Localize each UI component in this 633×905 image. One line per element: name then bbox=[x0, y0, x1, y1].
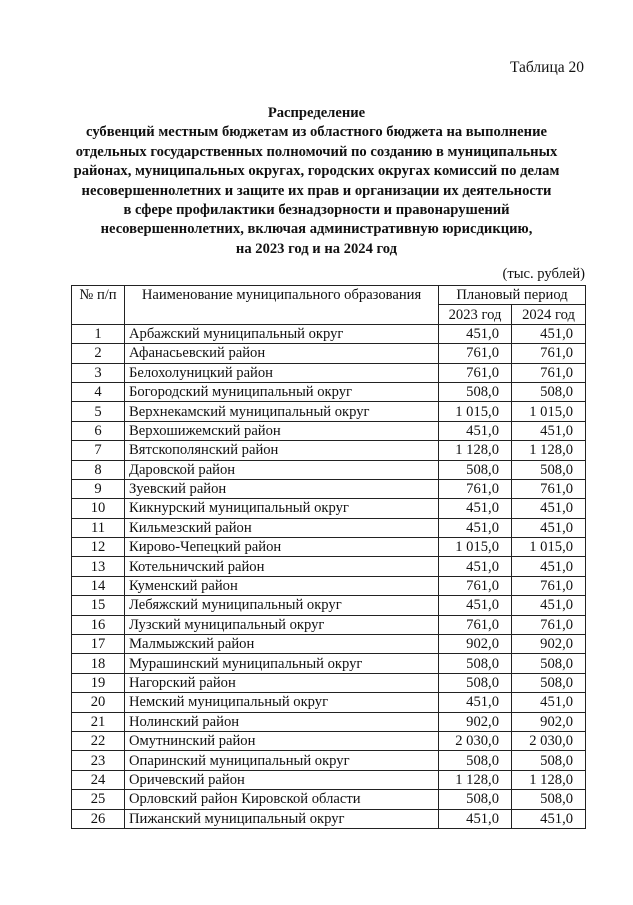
units-note: (тыс. рублей) bbox=[502, 266, 585, 282]
value-2023: 761,0 bbox=[439, 344, 512, 363]
value-2023: 508,0 bbox=[439, 382, 512, 401]
municipality-name: Оричевский район bbox=[125, 770, 439, 789]
municipality-name: Немский муниципальный округ bbox=[125, 693, 439, 712]
heading-line: несовершеннолетних, включая административную юрисдикцию, bbox=[100, 221, 533, 238]
municipality-name: Верхошижемский район bbox=[125, 421, 439, 440]
heading-line: Распределение bbox=[267, 105, 366, 121]
table-row bbox=[72, 479, 586, 498]
row-number: 9 bbox=[72, 479, 125, 498]
table-row bbox=[72, 615, 586, 634]
row-number: 19 bbox=[72, 673, 125, 692]
table-row bbox=[72, 693, 586, 712]
row-number: 15 bbox=[72, 596, 125, 615]
table-row bbox=[72, 557, 586, 576]
municipality-name: Кикнурский муниципальный округ bbox=[125, 499, 439, 518]
value-2023: 902,0 bbox=[439, 712, 512, 731]
municipality-name: Лебяжский муниципальный округ bbox=[125, 596, 439, 615]
distribution-table bbox=[71, 285, 586, 829]
value-2024: 1 128,0 bbox=[512, 441, 586, 460]
municipality-name: Арбажский муниципальный округ bbox=[125, 324, 439, 343]
value-2023: 451,0 bbox=[439, 809, 512, 828]
value-2024: 451,0 bbox=[512, 518, 586, 537]
table-row bbox=[72, 673, 586, 692]
table-row bbox=[72, 460, 586, 479]
value-2024: 508,0 bbox=[512, 673, 586, 692]
municipality-name: Зуевский район bbox=[125, 479, 439, 498]
table-row bbox=[72, 790, 586, 809]
value-2023: 451,0 bbox=[439, 324, 512, 343]
value-2023: 1 015,0 bbox=[439, 402, 512, 421]
row-number: 3 bbox=[72, 363, 125, 382]
table-row bbox=[72, 382, 586, 401]
heading-line: на 2023 год и на 2024 год bbox=[235, 240, 398, 257]
table-row bbox=[72, 731, 586, 750]
table-label: Таблица 20 bbox=[509, 59, 584, 76]
table-row bbox=[72, 518, 586, 537]
table-row bbox=[72, 770, 586, 789]
row-number: 5 bbox=[72, 402, 125, 421]
value-2023: 451,0 bbox=[439, 557, 512, 576]
row-number: 26 bbox=[72, 809, 125, 828]
municipality-name: Даровской район bbox=[125, 460, 439, 479]
municipality-name: Опаринский муниципальный округ bbox=[125, 751, 439, 770]
row-number: 18 bbox=[72, 654, 125, 673]
value-2024: 2 030,0 bbox=[512, 731, 586, 750]
municipality-name: Малмыжский район bbox=[125, 635, 439, 654]
value-2024: 1 015,0 bbox=[512, 538, 586, 557]
value-2023: 451,0 bbox=[439, 421, 512, 440]
row-number: 23 bbox=[72, 751, 125, 770]
municipality-name: Мурашинский муниципальный округ bbox=[125, 654, 439, 673]
value-2024: 451,0 bbox=[512, 499, 586, 518]
row-number: 13 bbox=[72, 557, 125, 576]
row-number: 21 bbox=[72, 712, 125, 731]
table-row bbox=[72, 499, 586, 518]
table-row bbox=[72, 363, 586, 382]
municipality-name: Лузский муниципальный округ bbox=[125, 615, 439, 634]
row-number: 4 bbox=[72, 382, 125, 401]
table-row bbox=[72, 712, 586, 731]
value-2023: 508,0 bbox=[439, 460, 512, 479]
row-number: 12 bbox=[72, 538, 125, 557]
value-2023: 761,0 bbox=[439, 576, 512, 595]
value-2023: 1 128,0 bbox=[439, 441, 512, 460]
value-2024: 902,0 bbox=[512, 712, 586, 731]
value-2023: 451,0 bbox=[439, 596, 512, 615]
header-period: Плановый период bbox=[439, 286, 586, 305]
value-2024: 761,0 bbox=[512, 479, 586, 498]
row-number: 10 bbox=[72, 499, 125, 518]
value-2024: 761,0 bbox=[512, 363, 586, 382]
value-2024: 1 128,0 bbox=[512, 770, 586, 789]
value-2023: 508,0 bbox=[439, 654, 512, 673]
municipality-name: Нагорский район bbox=[125, 673, 439, 692]
header-num: № п/п bbox=[72, 286, 125, 325]
table-row bbox=[72, 654, 586, 673]
value-2023: 761,0 bbox=[439, 479, 512, 498]
value-2023: 902,0 bbox=[439, 635, 512, 654]
value-2023: 451,0 bbox=[439, 499, 512, 518]
row-number: 20 bbox=[72, 693, 125, 712]
value-2023: 508,0 bbox=[439, 751, 512, 770]
heading-line: субвенций местным бюджетам из областного бюджета на выполнение bbox=[86, 124, 547, 141]
value-2023: 1 128,0 bbox=[439, 770, 512, 789]
value-2024: 761,0 bbox=[512, 344, 586, 363]
value-2024: 508,0 bbox=[512, 751, 586, 770]
row-number: 16 bbox=[72, 615, 125, 634]
header-year-2024: 2024 год bbox=[512, 305, 586, 324]
row-number: 6 bbox=[72, 421, 125, 440]
value-2024: 451,0 bbox=[512, 596, 586, 615]
value-2024: 451,0 bbox=[512, 809, 586, 828]
municipality-name: Орловский район Кировской области bbox=[125, 790, 439, 809]
table-row bbox=[72, 324, 586, 343]
table-row bbox=[72, 809, 586, 828]
row-number: 22 bbox=[72, 731, 125, 750]
row-number: 1 bbox=[72, 324, 125, 343]
heading-line: в сфере профилактики безнадзорности и правонарушений bbox=[123, 202, 510, 219]
value-2024: 451,0 bbox=[512, 324, 586, 343]
table-row bbox=[72, 576, 586, 595]
table-row bbox=[72, 441, 586, 460]
table-row bbox=[72, 635, 586, 654]
header-year-2023: 2023 год bbox=[439, 305, 512, 324]
document-heading bbox=[0, 104, 633, 259]
heading-line: районах, муниципальных округах, городских округах комиссий по делам bbox=[73, 163, 560, 180]
municipality-name: Афанасьевский район bbox=[125, 344, 439, 363]
municipality-name: Куменский район bbox=[125, 576, 439, 595]
value-2024: 508,0 bbox=[512, 654, 586, 673]
table-row bbox=[72, 538, 586, 557]
municipality-name: Котельничский район bbox=[125, 557, 439, 576]
value-2023: 1 015,0 bbox=[439, 538, 512, 557]
value-2024: 761,0 bbox=[512, 615, 586, 634]
municipality-name: Белохолуницкий район bbox=[125, 363, 439, 382]
value-2023: 508,0 bbox=[439, 673, 512, 692]
value-2024: 451,0 bbox=[512, 557, 586, 576]
municipality-name: Верхнекамский муниципальный округ bbox=[125, 402, 439, 421]
row-number: 25 bbox=[72, 790, 125, 809]
row-number: 8 bbox=[72, 460, 125, 479]
value-2024: 1 015,0 bbox=[512, 402, 586, 421]
municipality-name: Вятскополянский район bbox=[125, 441, 439, 460]
table-row bbox=[72, 402, 586, 421]
value-2024: 508,0 bbox=[512, 382, 586, 401]
value-2024: 508,0 bbox=[512, 790, 586, 809]
row-number: 7 bbox=[72, 441, 125, 460]
value-2023: 2 030,0 bbox=[439, 731, 512, 750]
value-2023: 451,0 bbox=[439, 693, 512, 712]
value-2023: 761,0 bbox=[439, 615, 512, 634]
municipality-name: Нолинский район bbox=[125, 712, 439, 731]
value-2024: 902,0 bbox=[512, 635, 586, 654]
value-2023: 761,0 bbox=[439, 363, 512, 382]
table-row bbox=[72, 344, 586, 363]
municipality-name: Богородский муниципальный округ bbox=[125, 382, 439, 401]
municipality-name: Кирово-Чепецкий район bbox=[125, 538, 439, 557]
table-row bbox=[72, 421, 586, 440]
row-number: 11 bbox=[72, 518, 125, 537]
row-number: 24 bbox=[72, 770, 125, 789]
value-2024: 508,0 bbox=[512, 460, 586, 479]
row-number: 17 bbox=[72, 635, 125, 654]
heading-line: несовершеннолетних и защите их прав и организации их деятельности bbox=[81, 182, 552, 199]
row-number: 2 bbox=[72, 344, 125, 363]
heading-line: отдельных государственных полномочий по созданию в муниципальных bbox=[75, 143, 558, 160]
value-2024: 761,0 bbox=[512, 576, 586, 595]
municipality-name: Пижанский муниципальный округ bbox=[125, 809, 439, 828]
value-2023: 508,0 bbox=[439, 790, 512, 809]
value-2023: 451,0 bbox=[439, 518, 512, 537]
header-name: Наименование муниципального образования bbox=[125, 286, 439, 325]
municipality-name: Кильмезский район bbox=[125, 518, 439, 537]
municipality-name: Омутнинский район bbox=[125, 731, 439, 750]
row-number: 14 bbox=[72, 576, 125, 595]
table-row bbox=[72, 751, 586, 770]
value-2024: 451,0 bbox=[512, 421, 586, 440]
table-row bbox=[72, 596, 586, 615]
table-body bbox=[72, 324, 586, 828]
value-2024: 451,0 bbox=[512, 693, 586, 712]
